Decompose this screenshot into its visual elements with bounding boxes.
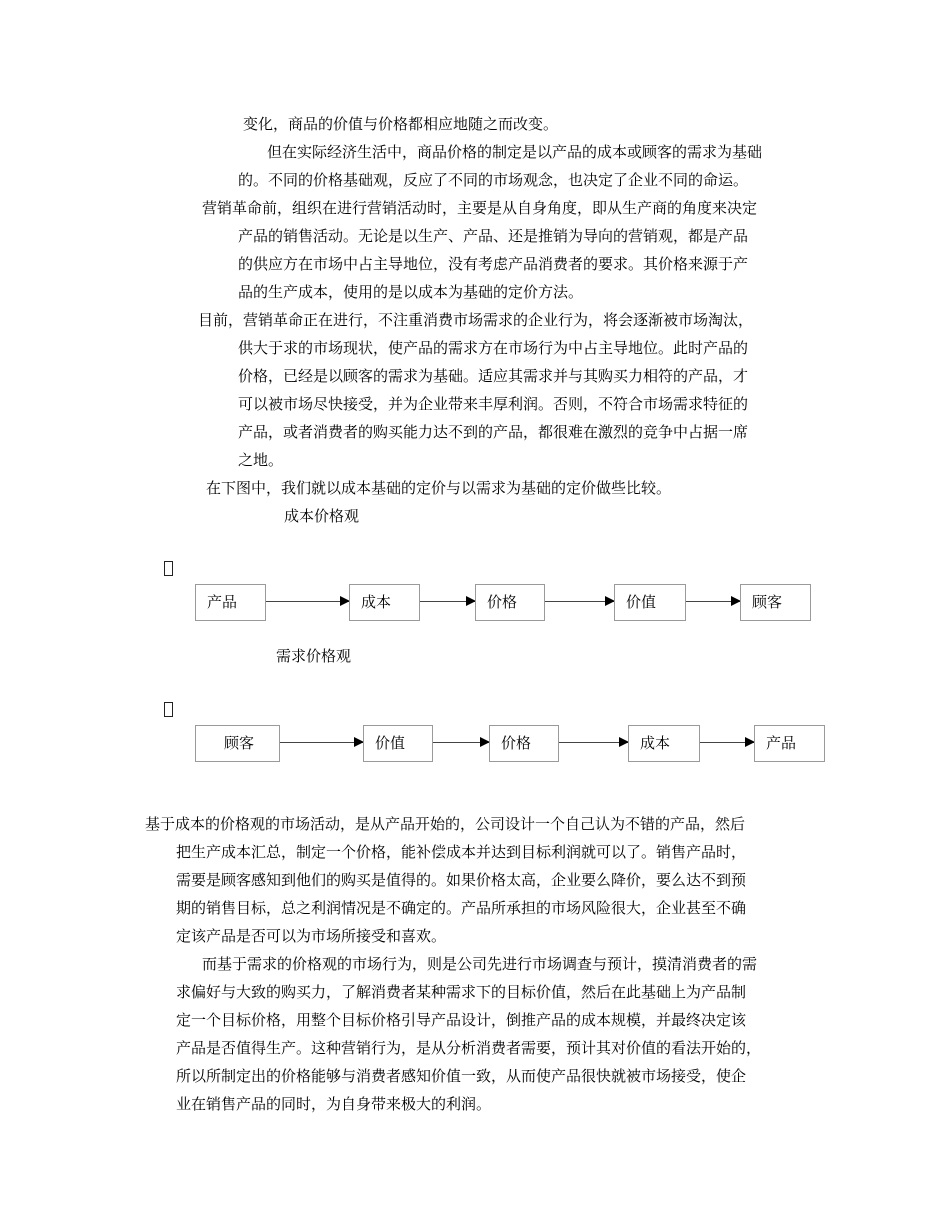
paragraph-1-line-1: 变化，商品的价值与价格都相应地随之而改变。 bbox=[243, 115, 559, 133]
demand-arrow-3 bbox=[559, 742, 628, 743]
paragraph-3-line-2: 产品的销售活动。无论是以生产、产品、还是推销为导向的营销观，都是产品 bbox=[238, 227, 749, 245]
paragraph-7-line-1: 而基于需求的价格观的市场行为，则是公司先进行市场调查与预计，摸清消费者的需 bbox=[202, 955, 758, 973]
paragraph-4-line-5: 产品，或者消费者的购买能力达不到的产品，都很难在激烈的竞争中占据一席 bbox=[238, 423, 749, 441]
paragraph-6-line-4: 期的销售目标，总之利润情况是不确定的。产品所承担的市场风险很大，企业甚至不确 bbox=[176, 899, 747, 917]
paragraph-6-line-3: 需要是顾客感知到他们的购买是值得的。如果价格太高，企业要么降价，要么达不到预 bbox=[176, 871, 747, 889]
cost-diagram-label: 成本价格观 bbox=[284, 507, 360, 525]
cost-arrow-1 bbox=[266, 601, 349, 602]
paragraph-3-line-4: 品的生产成本，使用的是以成本为基础的定价方法。 bbox=[238, 283, 584, 301]
paragraph-3-line-3: 的供应方在市场中占主导地位，没有考虑产品消费者的要求。其价格来源于产 bbox=[238, 255, 749, 273]
demand-step-1: 顾客 bbox=[195, 725, 280, 762]
demand-arrow-2 bbox=[433, 742, 489, 743]
cost-diagram-marker bbox=[164, 561, 173, 576]
paragraph-4-line-2: 供大于求的市场现状，使产品的需求方在市场行为中占主导地位。此时产品的 bbox=[238, 339, 749, 357]
paragraph-7-line-6: 业在销售产品的同时，为自身带来极大的利润。 bbox=[176, 1095, 492, 1113]
demand-step-3: 价格 bbox=[489, 725, 559, 762]
paragraph-7-line-2: 求偏好与大致的购买力，了解消费者某种需求下的目标价值，然后在此基础上为产品制 bbox=[176, 983, 747, 1001]
paragraph-3-line-1: 营销革命前，组织在进行营销活动时，主要是从自身角度，即从生产商的角度来决定 bbox=[202, 199, 758, 217]
paragraph-7-line-5: 所以所制定出的价格能够与消费者感知价值一致，从而使产品很快就被市场接受，使企 bbox=[176, 1067, 747, 1085]
paragraph-6-line-2: 把生产成本汇总，制定一个价格，能补偿成本并达到目标利润就可以了。销售产品时， bbox=[176, 843, 747, 861]
cost-arrow-4 bbox=[686, 601, 740, 602]
cost-step-5: 顾客 bbox=[740, 584, 811, 621]
paragraph-4-line-1: 目前，营销革命正在进行，不注重消费市场需求的企业行为，将会逐渐被市场淘汰， bbox=[198, 311, 754, 329]
demand-diagram-label: 需求价格观 bbox=[276, 647, 352, 665]
demand-arrow-1 bbox=[280, 742, 363, 743]
cost-step-1: 产品 bbox=[195, 584, 266, 621]
paragraph-2-line-1: 但在实际经济生活中，商品价格的制定是以产品的成本或顾客的需求为基础 bbox=[267, 143, 763, 161]
cost-step-2: 成本 bbox=[349, 584, 420, 621]
paragraph-5-line-1: 在下图中，我们就以成本基础的定价与以需求为基础的定价做些比较。 bbox=[206, 479, 672, 497]
paragraph-7-line-4: 产品是否值得生产。这种营销行为，是从分析消费者需要，预计其对价值的看法开始的， bbox=[176, 1039, 762, 1057]
demand-step-4: 成本 bbox=[628, 725, 700, 762]
demand-diagram-marker bbox=[164, 702, 173, 717]
paragraph-6-line-5: 定该产品是否可以为市场所接受和喜欢。 bbox=[176, 927, 447, 945]
paragraph-6-line-1: 基于成本的价格观的市场活动，是从产品开始的，公司设计一个自己认为不错的产品，然后 bbox=[145, 815, 746, 833]
demand-step-2: 价值 bbox=[363, 725, 433, 762]
paragraph-4-line-3: 价格，已经是以顾客的需求为基础。适应其需求并与其购买力相符的产品，才 bbox=[238, 367, 749, 385]
cost-arrow-2 bbox=[420, 601, 475, 602]
cost-step-3: 价格 bbox=[475, 584, 545, 621]
paragraph-7-line-3: 定一个目标价格，用整个目标价格引导产品设计，倒推产品的成本规模，并最终决定该 bbox=[176, 1011, 747, 1029]
paragraph-2-line-2: 的。不同的价格基础观，反应了不同的市场观念，也决定了企业不同的命运。 bbox=[238, 171, 749, 189]
demand-step-5: 产品 bbox=[754, 725, 825, 762]
paragraph-4-line-4: 可以被市场尽快接受，并为企业带来丰厚利润。否则，不符合市场需求特征的 bbox=[238, 395, 749, 413]
paragraph-4-line-6: 之地。 bbox=[238, 451, 284, 469]
demand-arrow-4 bbox=[700, 742, 754, 743]
cost-step-4: 价值 bbox=[614, 584, 686, 621]
cost-arrow-3 bbox=[545, 601, 614, 602]
